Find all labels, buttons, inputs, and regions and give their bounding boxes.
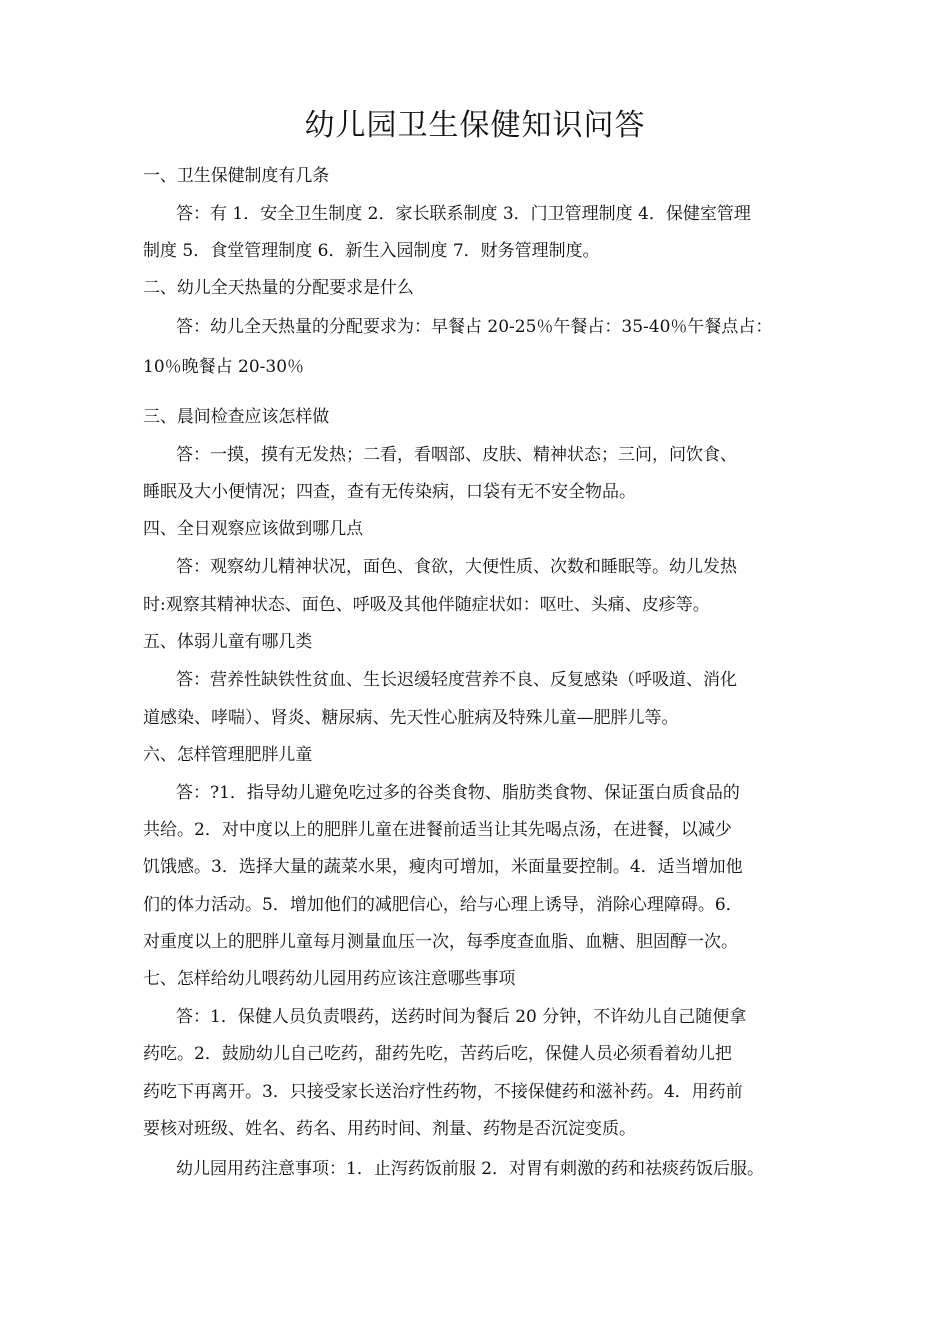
answer-7-line-2: 药吃。2．鼓励幼儿自己吃药，甜药先吃，苦药后吃，保健人员必须看着幼儿把 bbox=[143, 1044, 732, 1064]
answer-3-line-2: 睡眠及大小便情况；四查，查有无传染病，口袋有无不安全物品。 bbox=[143, 482, 636, 502]
answer-6-line-1: 答：?1．指导幼儿避免吃过多的谷类食物、脂肪类食物、保证蛋白质食品的 bbox=[176, 783, 740, 803]
question-7: 七、怎样给幼儿喂药幼儿园用药应该注意哪些事项 bbox=[143, 969, 516, 989]
answer-6-line-4: 们的体力活动。5．增加他们的减肥信心，给与心理上诱导，消除心理障碍。6． bbox=[143, 895, 743, 915]
answer-6-line-5: 对重度以上的肥胖儿童每月测量血压一次，每季度查血脂、血糖、胆固醇一次。 bbox=[143, 932, 738, 952]
question-5: 五、体弱儿童有哪几类 bbox=[143, 632, 313, 652]
answer-6-line-3: 饥饿感。3．选择大量的蔬菜水果，瘦肉可增加，米面量要控制。4．适当增加他 bbox=[143, 857, 743, 877]
answer-1-line-2: 制度 5．食堂管理制度 6．新生入园制度 7．财务管理制度。 bbox=[143, 241, 600, 261]
answer-1-line-1: 答：有 1．安全卫生制度 2．家长联系制度 3．门卫管理制度 4．保健室管理 bbox=[176, 204, 751, 224]
answer-6-line-2: 共给。2．对中度以上的肥胖儿童在进餐前适当让其先喝点汤，在进餐，以减少 bbox=[143, 820, 732, 840]
answer-2-line-2: 10％晚餐占 20-30％ bbox=[143, 357, 305, 377]
answer-5-line-2: 道感染、哮喘）、肾炎、糖尿病、先天性心脏病及特殊儿童—肥胖儿等。 bbox=[143, 708, 679, 728]
question-3: 三、晨间检查应该怎样做 bbox=[143, 407, 330, 427]
answer-2-line-1: 答：幼儿全天热量的分配要求为：早餐占 20-25％午餐占：35-40％午餐点占： bbox=[176, 317, 773, 337]
answer-7-line-4: 要核对班级、姓名、药名、用药时间、剂量、药物是否沉淀变质。 bbox=[143, 1119, 636, 1139]
answer-7-line-3: 药吃下再离开。3．只接受家长送治疗性药物，不接保健药和滋补药。4．用药前 bbox=[143, 1082, 743, 1102]
question-2: 二、幼儿全天热量的分配要求是什么 bbox=[143, 278, 414, 298]
answer-5-line-1: 答：营养性缺铁性贫血、生长迟缓轻度营养不良、反复感染（呼吸道、消化 bbox=[176, 670, 737, 690]
answer-3-line-1: 答：一摸，摸有无发热；二看，看咽部、皮肤、精神状态；三问，问饮食、 bbox=[176, 445, 737, 465]
medication-notes-line: 幼儿园用药注意事项：1．止泻药饭前服 2．对胃有刺激的药和祛痰药饭后服。 bbox=[176, 1159, 765, 1179]
document-title: 幼儿园卫生保健知识问答 bbox=[304, 108, 646, 143]
answer-4-line-1: 答：观察幼儿精神状况，面色、食欲，大便性质、次数和睡眠等。幼儿发热 bbox=[176, 557, 737, 577]
answer-7-line-1: 答：1．保健人员负责喂药，送药时间为餐后 20 分钟，不许幼儿自己随便拿 bbox=[176, 1007, 747, 1027]
question-6: 六、怎样管理肥胖儿童 bbox=[143, 745, 313, 765]
question-1: 一、卫生保健制度有几条 bbox=[143, 166, 330, 186]
answer-4-line-2: 时:观察其精神状态、面色、呼吸及其他伴随症状如：呕吐、头痛、皮疹等。 bbox=[143, 595, 710, 615]
question-4: 四、全日观察应该做到哪几点 bbox=[143, 519, 364, 539]
